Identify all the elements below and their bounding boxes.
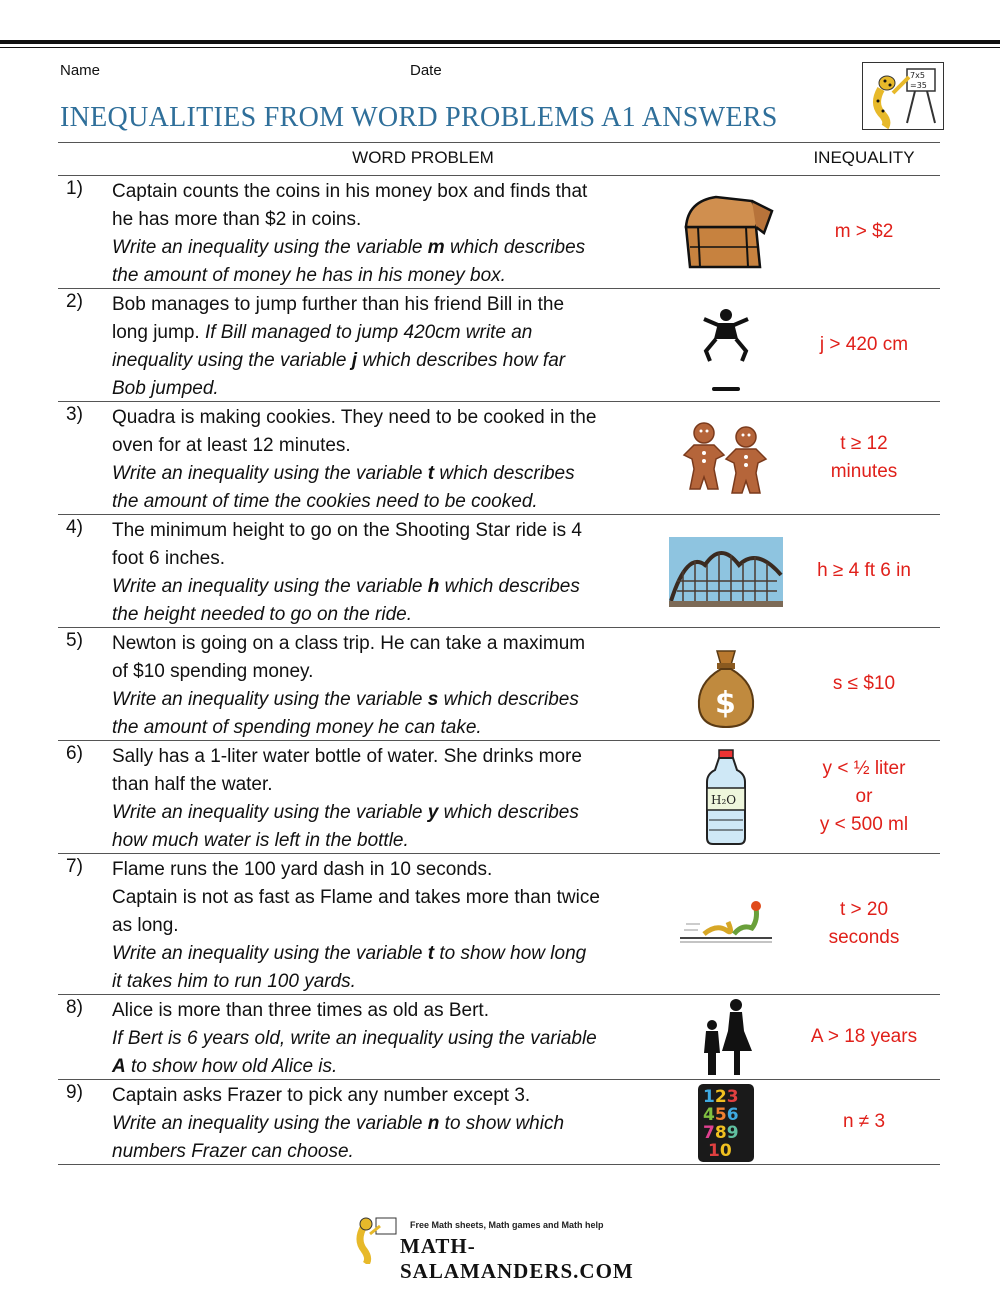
footer-logo xyxy=(350,1216,650,1283)
col-inequality: INEQUALITY xyxy=(813,148,915,167)
name-label: Name xyxy=(60,62,101,79)
salamander-logo-icon xyxy=(862,62,944,130)
svg-text:456: 456 xyxy=(703,1105,739,1125)
svg-text:H₂O: H₂O xyxy=(711,793,737,807)
problem-row-3 xyxy=(58,402,940,515)
answer: y < ½ liter or y < 500 ml xyxy=(819,758,909,835)
roller-coaster-icon xyxy=(666,529,786,613)
problem-number: 5) xyxy=(66,630,83,651)
problem-text: Quadra is making cookies. They need to be cooked in the oven for at least 12 minutes. Write an inequality using the variable t which describes the amount of time the cookies need to be cooked. xyxy=(112,407,597,512)
problem-text: Captain asks Frazer to pick any number except 3. Write an inequality using the variable n to show which numbers Frazer can choose. xyxy=(112,1085,565,1162)
problem-text: Sally has a 1-liter water bottle of water. She drinks more than half the water. Write an inequality using the variable y which describes how much water is left in the bottle. xyxy=(112,746,582,851)
svg-text:=35: =35 xyxy=(910,81,927,90)
problem-row-7 xyxy=(58,854,940,995)
svg-text:7x5: 7x5 xyxy=(910,71,925,80)
problem-row-2 xyxy=(58,289,940,402)
two-children-silhouette-icon xyxy=(666,997,786,1077)
col-word-problem: WORD PROBLEM xyxy=(352,148,494,167)
problem-text: Alice is more than three times as old as Bert. If Bert is 6 years old, write an inequality using the variable A to show how old Alice is. xyxy=(112,1000,597,1077)
problem-number: 7) xyxy=(66,856,83,877)
problem-text: Flame runs the 100 yard dash in 10 seconds. Captain is not as fast as Flame and takes more than twice as long. Write an inequality using the variable t to show how long it takes him to run 100 yards. xyxy=(112,859,600,992)
problem-row-4 xyxy=(58,515,940,628)
problem-text: Newton is going on a class trip. He can take a maximum of $10 spending money. Write an inequality using the variable s which describes the amount of spending money he can take. xyxy=(112,633,586,738)
page-title: INEQUALITIES FROM WORD PROBLEMS A1 ANSWERS xyxy=(60,102,778,133)
top-rule xyxy=(0,40,1000,44)
problem-row-9 xyxy=(58,1080,940,1165)
problem-text: Captain counts the coins in his money box and finds that he has more than $2 in coins. Write an inequality using the variable m which describes the amount of money he has in his money box. xyxy=(112,181,588,286)
answer: t > 20 seconds xyxy=(828,899,900,948)
answer: j > 420 cm xyxy=(819,334,909,355)
answer: n ≠ 3 xyxy=(842,1111,886,1132)
svg-text:123: 123 xyxy=(703,1087,739,1107)
problem-row-6 xyxy=(58,741,940,854)
problem-number: 6) xyxy=(66,743,83,764)
problem-text: The minimum height to go on the Shooting Star ride is 4 foot 6 inches. Write an inequality using the variable h which describes the height needed to go on the ride. xyxy=(112,520,582,625)
problems-table xyxy=(58,142,940,1165)
date-label: Date xyxy=(410,62,442,79)
long-jumper-icon xyxy=(666,297,786,397)
top-rule-thin xyxy=(0,47,1000,48)
problem-number: 4) xyxy=(66,517,83,538)
svg-text:10: 10 xyxy=(708,1141,732,1161)
gingerbread-cookies-icon xyxy=(666,412,786,502)
problem-number: 9) xyxy=(66,1082,83,1103)
money-bag-icon xyxy=(666,640,786,732)
svg-text:$: $ xyxy=(715,686,736,721)
number-tiles-icon xyxy=(666,1082,786,1164)
problem-number: 8) xyxy=(66,997,83,1018)
answer: t ≥ 12 minutes xyxy=(830,433,898,482)
footer-tagline: Free Math sheets, Math games and Math help xyxy=(410,1220,604,1230)
problem-row-5 xyxy=(58,628,940,741)
answer: m > $2 xyxy=(834,221,894,242)
salamander-footer-icon xyxy=(350,1216,400,1264)
answer: A > 18 years xyxy=(810,1026,918,1047)
problem-number: 2) xyxy=(66,291,83,312)
problem-text: Bob manages to jump further than his friend Bill in the long jump. If Bill managed to jump 420cm write an inequality using the variable j which describes how far Bob jumped. xyxy=(112,294,566,399)
racing-salamanders-icon xyxy=(666,884,786,964)
answer: s ≤ $10 xyxy=(832,673,896,694)
water-bottle-icon xyxy=(666,747,786,847)
treasure-chest-icon xyxy=(666,182,786,282)
problem-number: 1) xyxy=(66,178,83,199)
problem-number: 3) xyxy=(66,404,83,425)
footer-site[interactable]: MATH-SALAMANDERS.COM xyxy=(400,1234,634,1283)
problem-row-8 xyxy=(58,995,940,1080)
table-header xyxy=(58,142,940,176)
answer: h ≥ 4 ft 6 in xyxy=(817,560,911,581)
svg-text:789: 789 xyxy=(703,1123,739,1143)
problem-row-1 xyxy=(58,176,940,289)
